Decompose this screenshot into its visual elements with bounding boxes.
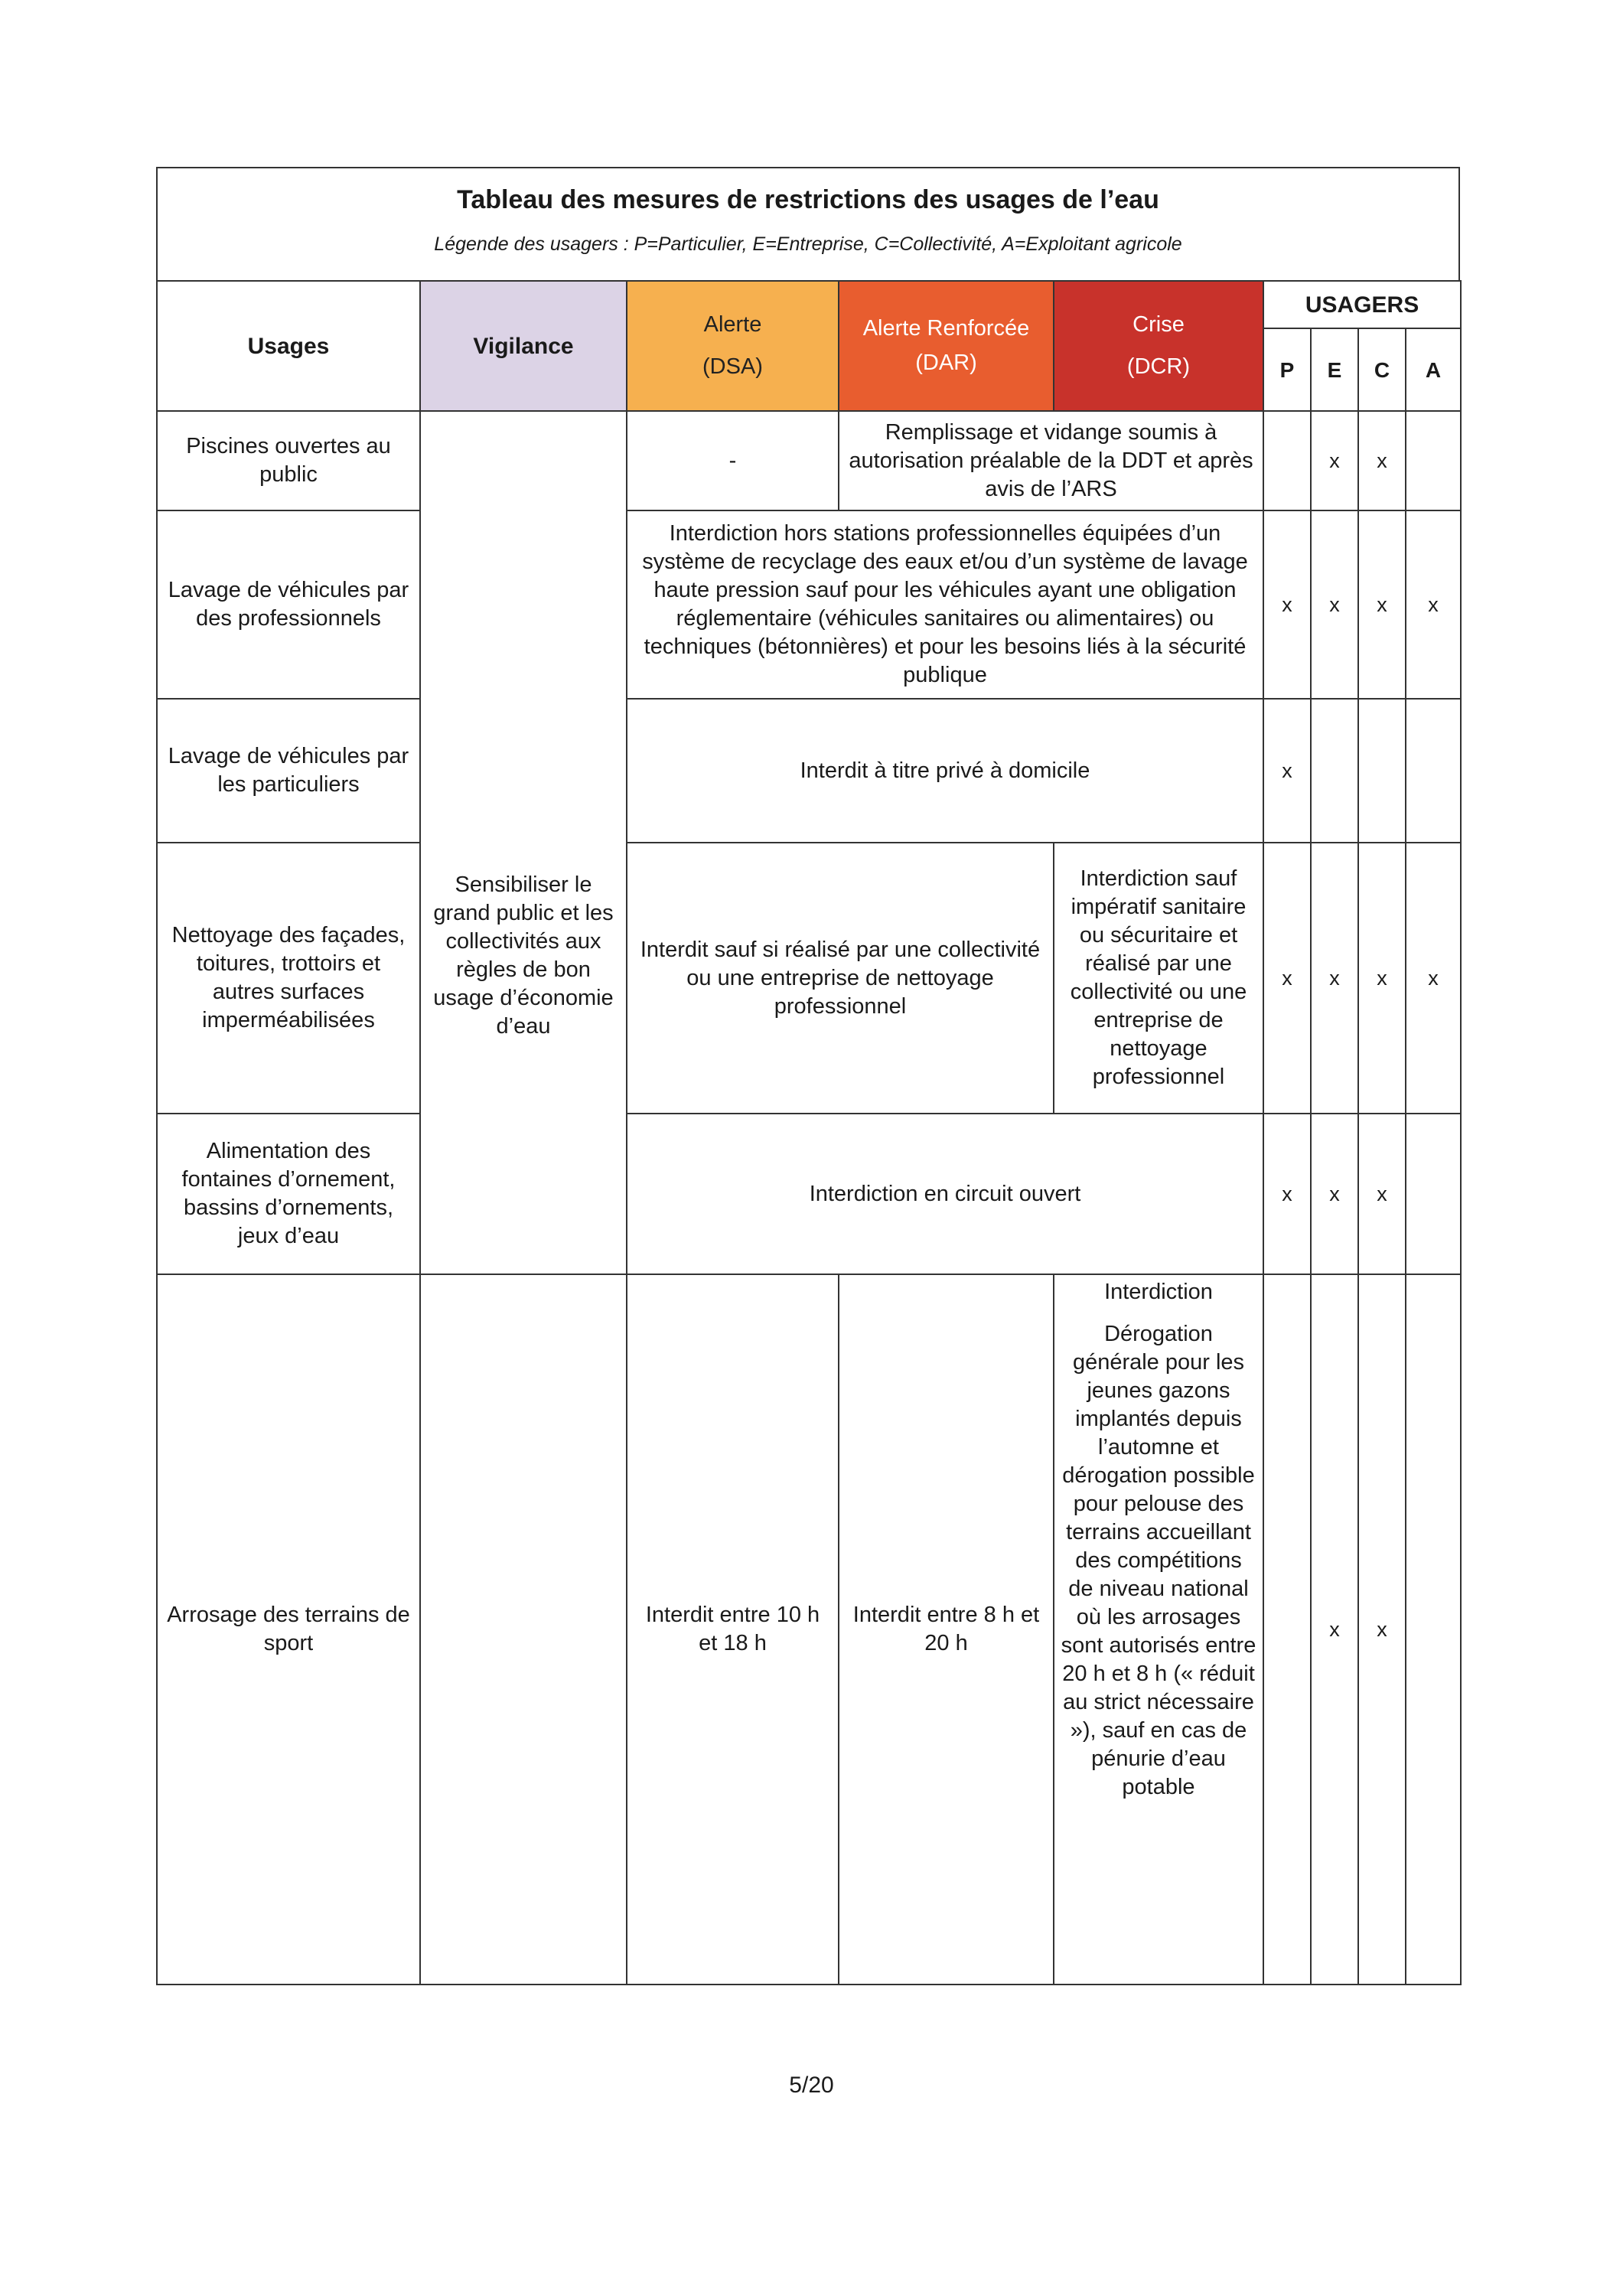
usage-cell: Arrosage des terrains de sport	[157, 1274, 420, 1985]
table-row	[157, 411, 1461, 510]
header-alerte-renforcee-code: (DAR)	[915, 351, 977, 375]
table-title: Tableau des mesures de restrictions des usages de l’eau	[457, 185, 1159, 214]
vigilance-cell: Sensibiliser le grand public et les collectivités aux règles de bon usage d’économie d’eau	[420, 411, 627, 1274]
header-letter-p: P	[1263, 328, 1311, 411]
header-alerte-renforcee-name: Alerte Renforcée	[862, 316, 1030, 341]
document-page	[156, 167, 1460, 1985]
header-alerte-code: (DSA)	[702, 354, 763, 379]
header-letter-c: C	[1358, 328, 1406, 411]
vigilance-empty-cell	[420, 1274, 627, 1985]
usage-cell: Lavage de véhicules par les particuliers	[157, 699, 420, 843]
all-stages-cell: Interdit à titre privé à domicile	[627, 699, 1263, 843]
user-p-cell: x	[1263, 843, 1311, 1114]
usage-cell: Nettoyage des façades, toitures, trottoirs et autres surfaces imperméabilisées	[157, 843, 420, 1114]
legend-text: Légende des usagers : P=Particulier, E=Entreprise, C=Collectivité, A=Exploitant agricole	[434, 233, 1182, 255]
user-p-cell: x	[1263, 510, 1311, 699]
user-c-cell: x	[1358, 411, 1406, 510]
crise-title: Interdiction	[1104, 1280, 1213, 1304]
usage-cell: Alimentation des fontaines d’ornement, bassins d’ornements, jeux d’eau	[157, 1114, 420, 1274]
header-alerte	[627, 281, 839, 411]
header-usagers: USAGERS	[1263, 281, 1461, 328]
user-p-cell	[1263, 1274, 1311, 1985]
restrictions-table	[156, 280, 1462, 1985]
header-crise-code: (DCR)	[1126, 354, 1191, 379]
all-stages-cell: Interdiction hors stations professionnelles équipées d’un système de recyclage des eaux et/ou d’un système de lavage haute pression sauf pour les véhicules ayant une obligation réglementaire (véhicules sanitaires ou alimentaires) ou techniques (bétonnières) et pour les besoins liés à la sécurité publique	[627, 510, 1263, 699]
user-c-cell: x	[1358, 1274, 1406, 1985]
user-a-cell	[1406, 411, 1461, 510]
all-stages-cell: Interdiction en circuit ouvert	[627, 1114, 1263, 1274]
user-e-cell	[1311, 699, 1358, 843]
table-row	[157, 1274, 1461, 1985]
header-usages: Usages	[157, 281, 420, 411]
user-e-cell: x	[1311, 1114, 1358, 1274]
table-row	[157, 1114, 1461, 1274]
table-row	[157, 510, 1461, 699]
user-e-cell: x	[1311, 411, 1358, 510]
crise-text: Dérogation générale pour les jeunes gazons implantés depuis l’automne et dérogation possible pour pelouse des terrains accueillant des compétitions de niveau national où les arrosages sont autorisés entre 20 h et 8 h (« réduit au strict nécessaire »), sauf en cas de pénurie d’eau potable	[1061, 1322, 1256, 1799]
user-p-cell: x	[1263, 699, 1311, 843]
user-e-cell: x	[1311, 510, 1358, 699]
user-p-cell	[1263, 411, 1311, 510]
header-letter-e: E	[1311, 328, 1358, 411]
user-c-cell: x	[1358, 510, 1406, 699]
user-a-cell: x	[1406, 510, 1461, 699]
page-number: 5/20	[789, 2073, 834, 2098]
alerte-ar-cell: Interdit sauf si réalisé par une collectivité ou une entreprise de nettoyage professionnel	[627, 843, 1054, 1114]
user-c-cell: x	[1358, 843, 1406, 1114]
usage-cell: Lavage de véhicules par des professionnels	[157, 510, 420, 699]
user-c-cell	[1358, 699, 1406, 843]
user-e-cell: x	[1311, 843, 1358, 1114]
table-title-box	[156, 167, 1460, 280]
crise-cell: Interdiction sauf impératif sanitaire ou sécuritaire et réalisé par une collectivité ou une entreprise de nettoyage professionnel	[1054, 843, 1263, 1114]
user-a-cell	[1406, 1274, 1461, 1985]
user-p-cell: x	[1263, 1114, 1311, 1274]
header-alerte-renforcee	[839, 281, 1054, 411]
table-row	[157, 699, 1461, 843]
header-letter-a: A	[1406, 328, 1461, 411]
crise-cell	[1054, 1274, 1263, 1985]
header-crise-name: Crise	[1133, 312, 1185, 337]
user-e-cell: x	[1311, 1274, 1358, 1985]
user-a-cell	[1406, 1114, 1461, 1274]
alerte-renforcee-cell: Interdit entre 8 h et 20 h	[839, 1274, 1054, 1985]
ar-crise-cell: Remplissage et vidange soumis à autorisation préalable de la DDT et après avis de l’ARS	[839, 411, 1263, 510]
user-a-cell	[1406, 699, 1461, 843]
alerte-cell: -	[627, 411, 839, 510]
header-vigilance: Vigilance	[420, 281, 627, 411]
user-c-cell: x	[1358, 1114, 1406, 1274]
table-row	[157, 843, 1461, 1114]
header-alerte-name: Alerte	[703, 312, 762, 337]
alerte-cell: Interdit entre 10 h et 18 h	[627, 1274, 839, 1985]
usage-cell: Piscines ouvertes au public	[157, 411, 420, 510]
header-crise	[1054, 281, 1263, 411]
user-a-cell: x	[1406, 843, 1461, 1114]
